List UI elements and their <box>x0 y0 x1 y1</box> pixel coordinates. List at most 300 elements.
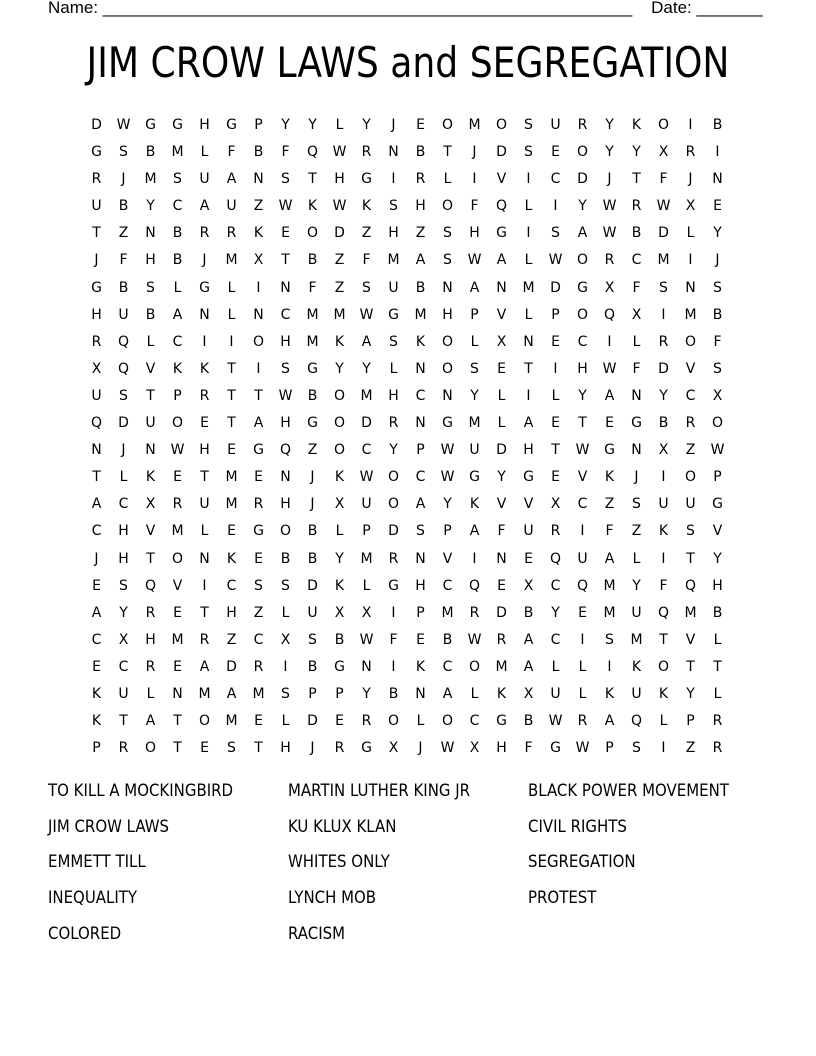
grid-letter: Z <box>685 740 696 757</box>
grid-letter: E <box>173 469 182 486</box>
grid-letter: I <box>202 333 207 350</box>
grid-letter: U <box>199 496 210 513</box>
grid-letter: B <box>712 117 723 133</box>
grid-letter: U <box>361 496 372 513</box>
grid-letter: D <box>307 713 318 730</box>
grid-letter: R <box>469 604 480 621</box>
grid-letter: L <box>146 333 155 350</box>
grid-letter: A <box>577 225 588 242</box>
grid-letter: H <box>334 171 345 188</box>
grid-letter: L <box>362 577 371 594</box>
grid-letter: Y <box>362 685 371 702</box>
grid-letter: B <box>523 713 534 730</box>
grid-letter: I <box>229 333 234 350</box>
grid-row <box>83 518 731 545</box>
grid-letter: K <box>604 469 615 486</box>
grid-letter: C <box>550 631 561 648</box>
grid-letter: H <box>280 333 291 350</box>
grid-letter: O <box>333 387 346 404</box>
grid-letter: O <box>576 144 589 161</box>
grid-letter: G <box>496 225 507 242</box>
word-bank-item: JIM CROW LAWS <box>48 816 170 837</box>
grid-letter: V <box>523 496 534 513</box>
grid-letter: U <box>118 685 129 702</box>
grid-letter: E <box>254 469 263 486</box>
grid-letter: G <box>712 496 723 513</box>
grid-letter: G <box>388 306 399 323</box>
grid-letter: L <box>335 523 344 540</box>
grid-row <box>83 220 731 247</box>
grid-letter: B <box>712 306 723 323</box>
grid-row <box>83 275 731 302</box>
grid-letter: A <box>361 333 372 350</box>
grid-letter: G <box>388 577 399 594</box>
grid-letter: X <box>496 333 507 350</box>
grid-letter: Q <box>495 198 508 215</box>
grid-letter: S <box>632 496 641 513</box>
grid-letter: R <box>685 415 696 432</box>
grid-letter: A <box>604 387 615 404</box>
grid-letter: E <box>200 740 209 757</box>
grid-letter: I <box>391 658 396 675</box>
grid-letter: K <box>415 658 426 675</box>
grid-letter: C <box>550 171 561 188</box>
grid-letter: W <box>278 198 293 215</box>
grid-letter: A <box>523 631 534 648</box>
grid-letter: W <box>278 387 293 404</box>
grid-letter: E <box>551 333 560 350</box>
grid-letter: B <box>415 279 426 296</box>
grid-letter: L <box>119 469 128 486</box>
grid-letter: V <box>712 523 723 540</box>
grid-letter: U <box>469 442 480 459</box>
grid-letter: S <box>254 577 263 594</box>
grid-letter: L <box>470 333 479 350</box>
grid-letter: L <box>146 685 155 702</box>
grid-letter: B <box>307 658 318 675</box>
grid-letter: N <box>496 550 507 567</box>
grid-letter: O <box>252 333 265 350</box>
grid-letter: D <box>388 523 399 540</box>
grid-letter: H <box>496 740 507 757</box>
grid-letter: P <box>416 604 425 621</box>
grid-letter: N <box>415 415 426 432</box>
grid-letter: F <box>308 279 317 296</box>
grid-letter: O <box>441 360 454 377</box>
grid-letter: L <box>416 713 425 730</box>
grid-letter: M <box>414 306 427 323</box>
page-title: JIM CROW LAWS and SEGREGATION <box>86 38 730 87</box>
grid-letter: M <box>360 387 373 404</box>
grid-letter: H <box>118 523 129 540</box>
grid-letter: H <box>118 550 129 567</box>
grid-letter: I <box>607 333 612 350</box>
grid-letter: M <box>171 523 184 540</box>
grid-letter: I <box>526 171 531 188</box>
grid-letter: E <box>92 658 101 675</box>
grid-letter: H <box>469 225 480 242</box>
grid-letter: P <box>470 306 479 323</box>
grid-letter: R <box>199 631 210 648</box>
grid-letter: Y <box>713 225 722 242</box>
grid-letter: X <box>280 631 291 648</box>
grid-letter: C <box>280 306 291 323</box>
grid-letter: E <box>497 577 506 594</box>
grid-letter: E <box>173 658 182 675</box>
grid-letter: E <box>551 415 560 432</box>
grid-letter: W <box>359 631 374 648</box>
grid-letter: R <box>253 496 264 513</box>
grid-letter: K <box>361 198 372 215</box>
grid-letter: K <box>658 523 669 540</box>
grid-letter: V <box>442 550 453 567</box>
grid-letter: Y <box>497 469 506 486</box>
grid-letter: L <box>578 658 587 675</box>
grid-letter: B <box>307 252 318 269</box>
grid-letter: B <box>280 550 291 567</box>
grid-letter: G <box>334 658 345 675</box>
grid-letter: A <box>91 496 102 513</box>
grid-letter: D <box>334 225 345 242</box>
grid-letter: X <box>118 631 129 648</box>
grid-letter: O <box>171 550 184 567</box>
grid-letter: A <box>442 685 453 702</box>
grid-letter: X <box>91 360 102 377</box>
grid-letter: W <box>467 631 482 648</box>
grid-letter: K <box>334 577 345 594</box>
grid-letter: G <box>145 117 156 133</box>
grid-letter: W <box>116 117 131 133</box>
grid-letter: O <box>387 496 400 513</box>
grid-row <box>83 546 731 573</box>
grid-letter: G <box>523 469 534 486</box>
grid-letter: E <box>173 604 182 621</box>
grid-letter: B <box>307 523 318 540</box>
grid-letter: A <box>469 279 480 296</box>
grid-letter: R <box>550 523 561 540</box>
grid-letter: L <box>551 387 560 404</box>
grid-letter: S <box>389 333 398 350</box>
grid-letter: E <box>551 469 560 486</box>
grid-letter: C <box>253 631 264 648</box>
grid-row <box>83 491 731 518</box>
grid-letter: J <box>634 469 639 486</box>
grid-letter: G <box>307 360 318 377</box>
grid-letter: Z <box>334 279 345 296</box>
grid-letter: A <box>415 252 426 269</box>
grid-letter: G <box>361 171 372 188</box>
grid-letter: X <box>388 740 399 757</box>
grid-letter: Z <box>415 225 426 242</box>
grid-letter: O <box>576 306 589 323</box>
grid-letter: E <box>227 442 236 459</box>
grid-letter: N <box>496 279 507 296</box>
grid-letter: Z <box>253 198 264 215</box>
grid-letter: U <box>388 279 399 296</box>
grid-letter: I <box>256 279 261 296</box>
grid-letter: G <box>199 279 210 296</box>
grid-letter: R <box>631 198 642 215</box>
grid-letter: A <box>199 198 210 215</box>
grid-letter: P <box>335 685 344 702</box>
grid-letter: Q <box>144 577 157 594</box>
grid-letter: E <box>524 550 533 567</box>
grid-letter: H <box>91 306 102 323</box>
grid-letter: W <box>359 306 374 323</box>
grid-letter: Q <box>279 442 292 459</box>
grid-letter: A <box>145 713 156 730</box>
grid-letter: N <box>415 685 426 702</box>
grid-letter: L <box>200 523 209 540</box>
grid-letter: D <box>307 577 318 594</box>
grid-letter: K <box>631 117 642 133</box>
grid-letter: E <box>578 604 587 621</box>
grid-letter: S <box>713 279 722 296</box>
word-bank-item: PROTEST <box>528 888 597 909</box>
grid-letter: B <box>523 604 534 621</box>
grid-letter: O <box>306 225 319 242</box>
grid-letter: I <box>661 306 666 323</box>
grid-letter: S <box>281 577 290 594</box>
grid-letter: T <box>200 469 209 486</box>
grid-letter: L <box>632 333 641 350</box>
grid-letter: S <box>443 252 452 269</box>
grid-letter: H <box>280 496 291 513</box>
grid-letter: A <box>604 550 615 567</box>
grid-letter: S <box>713 360 722 377</box>
grid-letter: G <box>91 279 102 296</box>
grid-letter: W <box>332 144 347 161</box>
grid-letter: Y <box>470 387 479 404</box>
grid-letter: O <box>441 117 454 133</box>
grid-letter: W <box>440 740 455 757</box>
grid-letter: T <box>227 360 236 377</box>
grid-letter: A <box>523 415 534 432</box>
grid-letter: O <box>279 523 292 540</box>
grid-letter: R <box>145 604 156 621</box>
grid-letter: M <box>225 469 238 486</box>
grid-letter: T <box>443 144 452 161</box>
grid-letter: J <box>121 442 126 459</box>
grid-letter: H <box>523 442 534 459</box>
grid-letter: E <box>92 577 101 594</box>
grid-row <box>83 708 731 735</box>
grid-letter: W <box>548 252 563 269</box>
grid-letter: T <box>686 550 695 567</box>
grid-letter: C <box>415 387 426 404</box>
grid-row <box>83 139 731 166</box>
grid-letter: X <box>523 577 534 594</box>
grid-letter: F <box>119 252 128 269</box>
grid-letter: M <box>171 144 184 161</box>
grid-letter: E <box>497 360 506 377</box>
grid-letter: M <box>198 685 211 702</box>
grid-letter: J <box>310 740 315 757</box>
grid-letter: Y <box>551 604 560 621</box>
grid-letter: L <box>578 685 587 702</box>
grid-letter: K <box>307 198 318 215</box>
grid-letter: C <box>118 658 129 675</box>
grid-letter: L <box>281 713 290 730</box>
grid-letter: C <box>415 469 426 486</box>
grid-letter: S <box>416 523 425 540</box>
grid-letter: L <box>713 685 722 702</box>
grid-letter: R <box>145 658 156 675</box>
grid-letter: A <box>253 415 264 432</box>
grid-letter: C <box>577 333 588 350</box>
grid-letter: S <box>686 523 695 540</box>
grid-letter: K <box>334 333 345 350</box>
grid-letter: T <box>551 442 560 459</box>
grid-letter: W <box>440 469 455 486</box>
grid-letter: F <box>632 360 641 377</box>
grid-letter: K <box>334 469 345 486</box>
grid-letter: R <box>172 496 183 513</box>
grid-letter: M <box>684 604 697 621</box>
grid-letter: R <box>712 713 723 730</box>
grid-letter: K <box>469 496 480 513</box>
grid-letter: K <box>91 713 102 730</box>
grid-letter: V <box>145 523 156 540</box>
grid-letter: L <box>632 550 641 567</box>
grid-letter: H <box>442 306 453 323</box>
grid-letter: P <box>254 117 263 133</box>
grid-letter: Y <box>578 387 587 404</box>
grid-letter: Q <box>603 306 616 323</box>
grid-letter: Z <box>604 496 615 513</box>
grid-letter: N <box>253 171 264 188</box>
grid-letter: N <box>253 306 264 323</box>
grid-letter: W <box>548 713 563 730</box>
grid-letter: O <box>198 713 211 730</box>
grid-letter: B <box>118 279 129 296</box>
grid-letter: F <box>497 523 506 540</box>
grid-letter: Z <box>631 523 642 540</box>
grid-letter: S <box>659 279 668 296</box>
grid-letter: M <box>603 604 616 621</box>
grid-letter: S <box>470 360 479 377</box>
grid-letter: A <box>199 658 210 675</box>
grid-letter: H <box>145 631 156 648</box>
grid-letter: J <box>94 550 99 567</box>
grid-letter: F <box>605 523 614 540</box>
grid-letter: M <box>630 631 643 648</box>
grid-letter: U <box>91 198 102 215</box>
grid-letter: F <box>713 333 722 350</box>
grid-letter: N <box>280 279 291 296</box>
grid-letter: Z <box>361 225 372 242</box>
grid-letter: I <box>526 225 531 242</box>
grid-letter: R <box>118 740 129 757</box>
grid-letter: Y <box>659 387 668 404</box>
grid-letter: E <box>254 550 263 567</box>
grid-letter: O <box>711 415 724 432</box>
grid-letter: P <box>362 523 371 540</box>
grid-letter: T <box>686 658 695 675</box>
grid-letter: L <box>686 225 695 242</box>
grid-letter: K <box>604 685 615 702</box>
grid-letter: S <box>146 279 155 296</box>
grid-letter: U <box>523 523 534 540</box>
grid-letter: A <box>604 713 615 730</box>
grid-letter: N <box>685 279 696 296</box>
grid-letter: H <box>388 225 399 242</box>
grid-letter: X <box>604 279 615 296</box>
grid-letter: D <box>496 604 507 621</box>
grid-letter: V <box>145 360 156 377</box>
grid-letter: W <box>467 252 482 269</box>
grid-letter: B <box>334 631 345 648</box>
grid-letter: M <box>684 306 697 323</box>
grid-letter: X <box>631 306 642 323</box>
grid-letter: M <box>468 415 481 432</box>
grid-letter: H <box>199 442 210 459</box>
grid-letter: U <box>145 415 156 432</box>
grid-letter: X <box>658 144 669 161</box>
grid-letter: M <box>657 252 670 269</box>
grid-letter: O <box>441 333 454 350</box>
grid-letter: E <box>713 198 722 215</box>
grid-letter: R <box>361 144 372 161</box>
grid-letter: O <box>333 442 346 459</box>
grid-letter: X <box>550 496 561 513</box>
grid-letter: M <box>306 333 319 350</box>
grid-letter: B <box>307 387 318 404</box>
grid-letter: Y <box>335 550 344 567</box>
grid-letter: G <box>172 117 183 133</box>
grid-letter: I <box>391 604 396 621</box>
grid-letter: N <box>91 442 102 459</box>
grid-letter: K <box>172 360 183 377</box>
word-bank-item: BLACK POWER MOVEMENT <box>528 781 729 801</box>
grid-letter: O <box>684 333 697 350</box>
grid-letter: P <box>713 469 722 486</box>
grid-letter: Q <box>117 333 130 350</box>
grid-letter: L <box>524 252 533 269</box>
grid-letter: E <box>227 523 236 540</box>
grid-letter: A <box>523 658 534 675</box>
grid-letter: Z <box>307 442 318 459</box>
grid-letter: M <box>306 306 319 323</box>
grid-letter: T <box>524 360 533 377</box>
grid-letter: I <box>202 577 207 594</box>
grid-row <box>83 410 731 437</box>
grid-letter: C <box>442 658 453 675</box>
grid-letter: N <box>415 360 426 377</box>
grid-letter: S <box>605 631 614 648</box>
grid-letter: J <box>121 171 126 188</box>
grid-letter: U <box>199 171 210 188</box>
grid-letter: L <box>227 306 236 323</box>
word-bank-item: RACISM <box>288 923 346 944</box>
grid-letter: N <box>631 387 642 404</box>
grid-letter: B <box>118 198 129 215</box>
grid-letter: Q <box>468 577 481 594</box>
grid-letter: R <box>577 713 588 730</box>
grid-letter: J <box>715 252 720 269</box>
grid-letter: S <box>281 360 290 377</box>
grid-letter: G <box>604 442 615 459</box>
grid-letter: U <box>685 496 696 513</box>
grid-letter: N <box>712 171 723 188</box>
grid-letter: W <box>332 198 347 215</box>
grid-letter: R <box>685 144 696 161</box>
grid-letter: U <box>658 496 669 513</box>
grid-letter: I <box>688 117 693 133</box>
grid-letter: E <box>254 713 263 730</box>
grid-letter: U <box>577 550 588 567</box>
grid-letter: K <box>91 685 102 702</box>
